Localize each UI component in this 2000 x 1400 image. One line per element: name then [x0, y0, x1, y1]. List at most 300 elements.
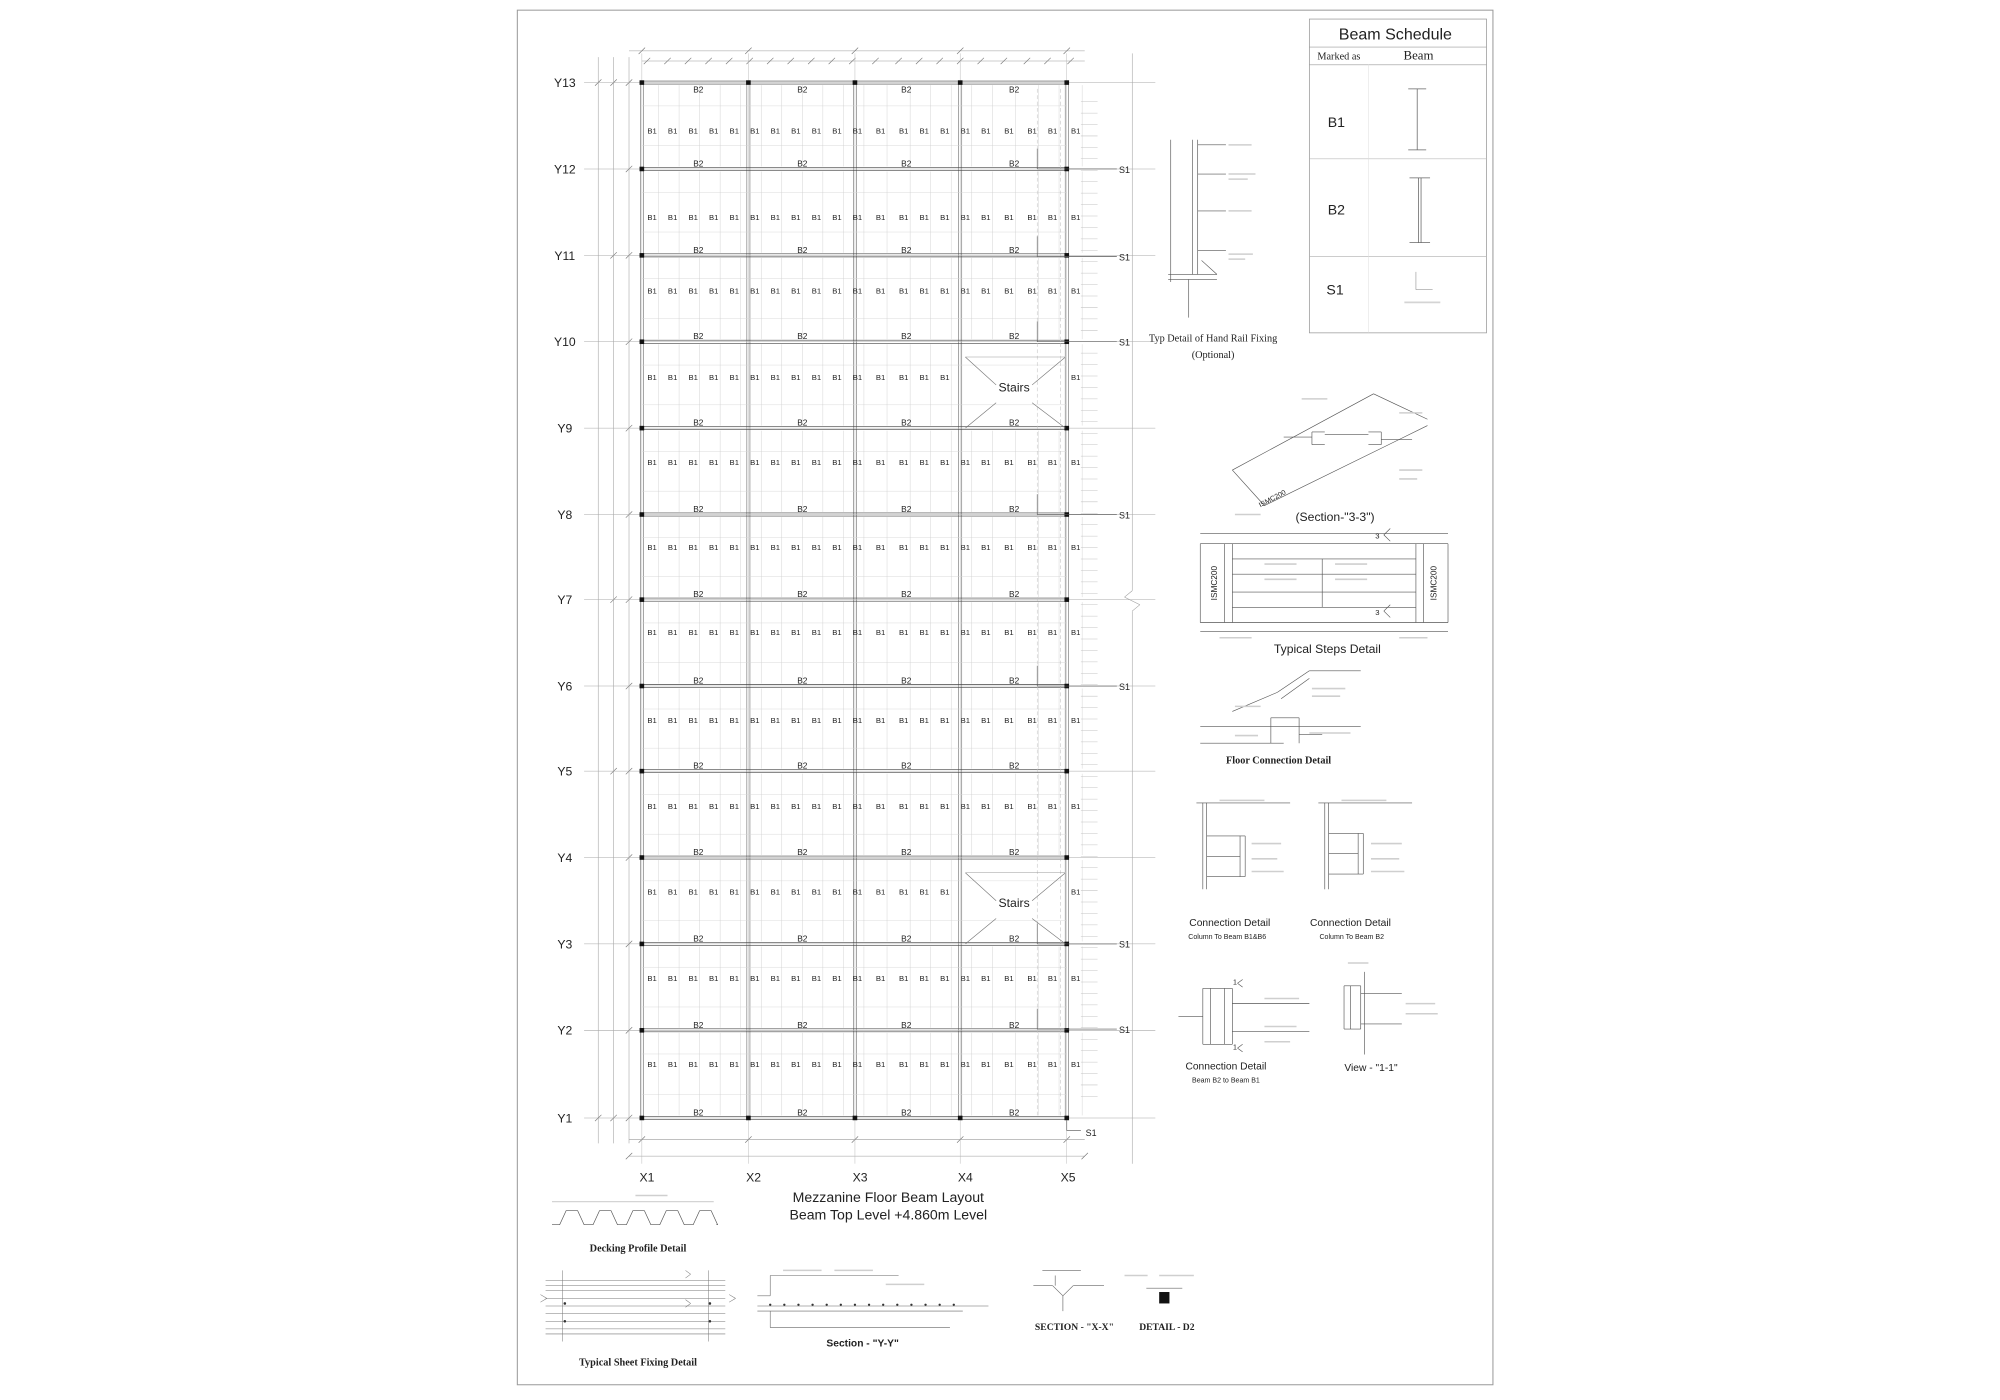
beam-label-b1: B1 — [981, 126, 991, 136]
beam-label-b1: B1 — [729, 458, 739, 467]
axis-label-y10: Y10 — [553, 335, 576, 350]
beam-label-b1: B1 — [960, 715, 971, 725]
beam-label-b1: B1 — [811, 973, 822, 983]
beam-label-b1: B1 — [667, 802, 678, 812]
beam-label-b2: B2 — [797, 417, 808, 428]
beam-label-b1: B1 — [1004, 543, 1014, 553]
beam-label-b1: B1 — [770, 887, 781, 897]
beam-label-b1: B1 — [1004, 715, 1014, 725]
steps-left-channel-label: ISMC200 — [1208, 565, 1219, 601]
section-x-x-detail-line — [1063, 1286, 1073, 1296]
beam-label-b1: B1 — [1047, 126, 1058, 136]
section-marker-top: 3 — [1375, 531, 1380, 541]
schedule-title: Beam Schedule — [1338, 26, 1452, 44]
schedule-header-marked-as: Marked as — [1317, 51, 1361, 63]
beam-label-b1: B1 — [750, 887, 760, 897]
stairs-outline — [965, 919, 996, 944]
hand-rail-fixing-detail-line — [1202, 260, 1217, 274]
connection-b2-b1-detail-line — [1237, 1044, 1242, 1048]
sheet-fixing-screw — [709, 1302, 712, 1305]
section-y-y-fastener — [924, 1304, 926, 1306]
decking-profile-line — [552, 1211, 718, 1225]
section-y-y-fastener — [896, 1304, 898, 1306]
beam-label-b1: B1 — [832, 802, 842, 812]
sheet-fixing-detail-line — [685, 1300, 690, 1304]
beam-label-b1: B1 — [750, 973, 760, 983]
beam-label-b2: B2 — [693, 84, 704, 95]
decking-profile-detail — [552, 1195, 718, 1224]
beam-label-b1: B1 — [832, 212, 842, 222]
beam-label-b2: B2 — [1009, 331, 1020, 342]
beam-label-b1: B1 — [1071, 212, 1081, 222]
beam-label-b1: B1 — [875, 628, 886, 638]
beam-label-b1: B1 — [667, 286, 678, 296]
column-marker — [640, 167, 645, 172]
beam-label-b1: B1 — [667, 628, 678, 638]
typical-steps-detail-line — [1384, 605, 1390, 611]
beam-label-b1: B1 — [709, 715, 719, 725]
beam-label-b2: B2 — [693, 504, 704, 514]
beam-label-b1: B1 — [852, 543, 863, 553]
axis-label-y13: Y13 — [553, 76, 576, 91]
beam-label-b1: B1 — [981, 458, 991, 467]
beam-label-b1: B1 — [1027, 126, 1037, 136]
beam-label-b2: B2 — [693, 589, 704, 600]
beam-label-b1: B1 — [750, 543, 760, 553]
section-y-y-fastener — [868, 1304, 870, 1306]
beam-label-b1: B1 — [688, 286, 698, 296]
beam-label-b2: B2 — [1009, 1107, 1020, 1118]
beam-label-b2: B2 — [901, 504, 912, 514]
section-y-y-detail — [757, 1275, 988, 1327]
beam-label-b1: B1 — [899, 1060, 909, 1070]
column-marker — [958, 1116, 963, 1121]
beam-label-b2: B2 — [797, 244, 808, 255]
beam-label-b2: B2 — [1009, 933, 1020, 944]
beam-label-b1: B1 — [1027, 543, 1037, 553]
sheet-fixing-detail-line — [729, 1295, 735, 1299]
beam-label-b1: B1 — [647, 887, 657, 897]
section-3-3-detail-line — [1232, 394, 1373, 470]
beam-label-b1: B1 — [770, 715, 781, 725]
beam-label-b1: B1 — [1071, 715, 1081, 725]
beam-label-b1: B1 — [919, 212, 929, 222]
beam-label-b1: B1 — [919, 458, 929, 467]
beam-label-b2: B2 — [693, 158, 704, 169]
detail-d2-caption: DETAIL - D2 — [1139, 1322, 1195, 1334]
beam-label-b1: B1 — [981, 286, 991, 296]
beam-label-b1: B1 — [729, 126, 739, 136]
beam-label-b2: B2 — [797, 331, 808, 342]
beam-label-b1: B1 — [940, 1060, 950, 1070]
column-marker — [1064, 597, 1069, 602]
beam-label-b1: B1 — [667, 887, 678, 897]
beam-label-b2: B2 — [797, 847, 808, 857]
beam-schedule-table — [1309, 19, 1486, 333]
beam-label-b1: B1 — [770, 372, 781, 382]
beam-label-b1: B1 — [750, 372, 760, 382]
steps-right-channel-label: ISMC200 — [1428, 565, 1439, 601]
beam-label-b1: B1 — [940, 715, 950, 725]
beam-label-b2: B2 — [901, 417, 912, 428]
axis-label-y3: Y3 — [557, 937, 573, 952]
beam-label-b1: B1 — [960, 802, 971, 812]
beam-label-b1: B1 — [791, 802, 801, 812]
beam-label-b1: B1 — [919, 715, 929, 725]
beam-label-b1: B1 — [688, 212, 698, 222]
beam-label-b1: B1 — [750, 628, 760, 638]
section-3-3-channel-label: ISMC200 — [1258, 489, 1288, 510]
beam-label-b1: B1 — [852, 802, 863, 812]
floor-connection-caption: Floor Connection Detail — [1225, 755, 1332, 767]
beam-label-b1: B1 — [750, 458, 760, 467]
connection-col-b1-title: Connection Detail — [1189, 918, 1271, 930]
angle-section-s1-icon — [1404, 272, 1440, 302]
right-boundary-break — [1132, 605, 1140, 611]
beam-label-b1: B1 — [709, 458, 719, 467]
beam-label-b1: B1 — [791, 715, 801, 725]
beam-label-b1: B1 — [709, 372, 719, 382]
beam-label-b1: B1 — [852, 1060, 863, 1070]
stairs-outline — [965, 873, 996, 901]
axis-label-y7: Y7 — [557, 593, 573, 608]
beam-label-b2: B2 — [1009, 244, 1020, 255]
beam-label-b1: B1 — [811, 372, 822, 382]
beam-label-b1: B1 — [709, 286, 719, 296]
beam-label-b1: B1 — [729, 212, 739, 222]
beam-label-b1: B1 — [981, 973, 991, 983]
beam-label-b2: B2 — [1009, 760, 1020, 771]
beam-label-b1: B1 — [960, 126, 971, 136]
axis-label-y4: Y4 — [557, 851, 573, 865]
beam-label-s1: S1 — [1119, 337, 1131, 348]
beam-label-b1: B1 — [709, 126, 719, 136]
beam-label-b1: B1 — [940, 887, 950, 897]
beam-label-b2: B2 — [693, 933, 704, 944]
column-marker — [1064, 80, 1069, 85]
beam-label-b1: B1 — [919, 543, 929, 553]
beam-label-b1: B1 — [875, 802, 886, 812]
connection-b2-b1-detail-line — [1237, 983, 1242, 987]
section-y-y-fastener — [910, 1304, 912, 1306]
beam-label-b1: B1 — [1004, 458, 1014, 467]
beam-label-b2: B2 — [1009, 504, 1020, 514]
beam-label-b1: B1 — [647, 372, 657, 382]
beam-label-b1: B1 — [875, 458, 886, 467]
beam-label-b2: B2 — [901, 1019, 912, 1030]
beam-label-b1: B1 — [811, 1060, 822, 1070]
beam-label-b1: B1 — [852, 372, 863, 382]
beam-label-b2: B2 — [797, 675, 808, 686]
beam-label-b1: B1 — [1027, 973, 1037, 983]
beam-label-b1: B1 — [729, 286, 739, 296]
column-marker — [640, 426, 645, 431]
beam-label-b1: B1 — [899, 628, 909, 638]
beam-label-b1: B1 — [1071, 286, 1081, 296]
beam-label-b1: B1 — [688, 372, 698, 382]
connection-column-annotation — [1220, 800, 1405, 871]
beam-label-b1: B1 — [1027, 286, 1037, 296]
beam-label-b1: B1 — [832, 286, 842, 296]
column-marker — [640, 253, 645, 258]
sheet-fixing-detail-line — [540, 1295, 546, 1299]
beam-label-b1: B1 — [981, 628, 991, 638]
beam-label-b1: B1 — [919, 1060, 929, 1070]
beam-label-b1: B1 — [875, 973, 886, 983]
section-y-y-caption: Section - "Y-Y" — [826, 1338, 899, 1350]
beam-label-b1: B1 — [832, 126, 842, 136]
sheet-fixing-detail-line — [540, 1298, 546, 1302]
beam-label-b1: B1 — [770, 126, 781, 136]
right-boundary-break — [1125, 597, 1140, 605]
beam-label-b1: B1 — [1071, 372, 1081, 382]
beam-label-b2: B2 — [693, 847, 704, 857]
stairs-label: Stairs — [998, 896, 1030, 911]
beam-label-b1: B1 — [667, 212, 678, 222]
beam-label-b1: B1 — [688, 458, 698, 467]
beam-label-b1: B1 — [647, 1060, 657, 1070]
beam-label-b1: B1 — [875, 1060, 886, 1070]
beam-label-b1: B1 — [750, 212, 760, 222]
beam-label-b1: B1 — [960, 458, 971, 467]
beam-label-b1: B1 — [1071, 802, 1081, 812]
beam-label-b1: B1 — [875, 372, 886, 382]
beam-label-b1: B1 — [832, 628, 842, 638]
beam-label-b2: B2 — [693, 331, 704, 342]
beam-label-b1: B1 — [852, 973, 863, 983]
beam-label-b1: B1 — [791, 372, 801, 382]
beam-label-b1: B1 — [688, 126, 698, 136]
beam-label-b1: B1 — [875, 212, 886, 222]
sheet-fixing-detail-line — [685, 1303, 690, 1307]
connection-column-b2-detail — [1318, 803, 1412, 889]
beam-label-b1: B1 — [791, 543, 801, 553]
beam-label-b1: B1 — [919, 126, 929, 136]
beam-label-b1: B1 — [1027, 715, 1037, 725]
beam-label-b1: B1 — [832, 715, 842, 725]
connection-column-b1-detail — [1196, 803, 1290, 889]
beam-label-b1: B1 — [852, 887, 863, 897]
i-beam-b1-icon — [1408, 89, 1426, 150]
beam-label-b1: B1 — [791, 458, 801, 467]
beam-label-b1: B1 — [688, 543, 698, 553]
beam-label-b1: B1 — [919, 973, 929, 983]
beam-label-b1: B1 — [811, 543, 822, 553]
beam-label-b1: B1 — [667, 543, 678, 553]
axis-label-y8: Y8 — [557, 508, 573, 522]
beam-label-b1: B1 — [709, 628, 719, 638]
beam-label-b1: B1 — [688, 973, 698, 983]
section-y-y-fastener — [769, 1304, 771, 1306]
section-3-3-annotation — [1235, 399, 1422, 515]
connection-b2-b1-detail-line — [1237, 1048, 1242, 1052]
beam-label-s1: S1 — [1119, 252, 1131, 263]
beam-label-b1: B1 — [1004, 126, 1014, 136]
beam-label-b1: B1 — [811, 802, 822, 812]
beam-label-b1: B1 — [667, 458, 678, 467]
schedule-mark-s1: S1 — [1326, 281, 1344, 298]
beam-label-b1: B1 — [899, 802, 909, 812]
beam-label-b1: B1 — [1047, 715, 1058, 725]
sheet-fixing-detail-line — [685, 1270, 690, 1274]
beam-label-b1: B1 — [729, 715, 739, 725]
axis-label-y2: Y2 — [557, 1023, 573, 1038]
beam-label-b1: B1 — [875, 286, 886, 296]
mezzanine-floor-beam-plan — [554, 48, 1155, 1185]
typical-steps-detail-line — [1384, 535, 1390, 541]
axis-label-y12: Y12 — [553, 162, 576, 177]
beam-label-b1: B1 — [791, 126, 801, 136]
beam-label-b1: B1 — [899, 458, 909, 467]
hand-rail-annotation — [1228, 145, 1255, 259]
beam-label-b1: B1 — [1004, 212, 1014, 222]
section-3-3-detail-line — [1264, 426, 1427, 506]
column-marker — [640, 1116, 645, 1121]
beam-label-b1: B1 — [688, 1060, 698, 1070]
beam-label-b1: B1 — [875, 543, 886, 553]
column-marker — [746, 1116, 751, 1121]
beam-label-b1: B1 — [899, 372, 909, 382]
view-1-1-detail — [1344, 972, 1402, 1055]
beam-label-b1: B1 — [791, 286, 801, 296]
beam-label-b2: B2 — [693, 760, 704, 771]
beam-label-b1: B1 — [1004, 1060, 1014, 1070]
beam-label-b2: B2 — [693, 675, 704, 686]
beam-label-s1: S1 — [1085, 1127, 1097, 1138]
beam-label-b1: B1 — [981, 802, 991, 812]
view-marker-bottom: 1 — [1232, 1044, 1237, 1052]
beam-label-b1: B1 — [981, 212, 991, 222]
beam-label-b1: B1 — [852, 126, 863, 136]
beam-label-b1: B1 — [688, 628, 698, 638]
beam-label-b1: B1 — [1004, 973, 1014, 983]
column-marker — [640, 855, 645, 860]
beam-label-b2: B2 — [1009, 1019, 1020, 1030]
column-marker — [640, 684, 645, 689]
beam-label-b1: B1 — [1004, 628, 1014, 638]
beam-label-b1: B1 — [960, 286, 971, 296]
beam-label-b2: B2 — [797, 158, 808, 169]
beam-label-b2: B2 — [1009, 847, 1020, 857]
beam-label-b2: B2 — [901, 331, 912, 342]
axis-label-x3: X3 — [852, 1170, 868, 1185]
beam-label-b1: B1 — [832, 1060, 842, 1070]
section-3-3-caption: (Section-"3-3") — [1295, 509, 1375, 524]
beam-label-b1: B1 — [832, 887, 842, 897]
beam-label-b1: B1 — [709, 543, 719, 553]
beam-label-b1: B1 — [729, 372, 739, 382]
column-marker — [853, 80, 858, 85]
axis-label-x2: X2 — [746, 1170, 761, 1185]
column-marker — [640, 942, 645, 947]
section-y-y-fastener — [840, 1304, 842, 1306]
column-marker — [640, 1028, 645, 1033]
beam-label-b1: B1 — [919, 286, 929, 296]
beam-label-b1: B1 — [750, 126, 760, 136]
beam-label-b1: B1 — [940, 212, 950, 222]
beam-label-b1: B1 — [647, 543, 657, 553]
beam-label-b1: B1 — [729, 973, 739, 983]
beam-label-b1: B1 — [729, 802, 739, 812]
connection-col-b1-subtitle: Column To Beam B1&B6 — [1188, 933, 1267, 941]
section-3-3-detail-line — [1232, 470, 1264, 506]
sheet-fixing-caption: Typical Sheet Fixing Detail — [578, 1357, 698, 1369]
column-marker — [1064, 1028, 1069, 1033]
beam-label-b1: B1 — [729, 628, 739, 638]
beam-label-b1: B1 — [811, 887, 822, 897]
beam-label-b2: B2 — [797, 84, 808, 95]
beam-label-b2: B2 — [901, 589, 912, 600]
hand-rail-detail-note: (Optional) — [1191, 350, 1235, 362]
sheet-fixing-screw — [564, 1302, 567, 1305]
beam-label-b1: B1 — [811, 212, 822, 222]
section-y-y-fastener — [797, 1304, 799, 1306]
beam-label-b1: B1 — [832, 543, 842, 553]
beam-label-b1: B1 — [709, 887, 719, 897]
axis-label-x4: X4 — [957, 1170, 973, 1185]
axis-label-y6: Y6 — [557, 679, 573, 694]
beam-label-b1: B1 — [729, 1060, 739, 1070]
connection-b2-b1-subtitle: Beam B2 to Beam B1 — [1192, 1077, 1260, 1085]
beam-label-b2: B2 — [797, 760, 808, 771]
beam-label-b2: B2 — [901, 847, 912, 857]
beam-label-b2: B2 — [901, 84, 912, 95]
section-y-y-fastener — [882, 1304, 884, 1306]
beam-label-b1: B1 — [1047, 458, 1058, 467]
beam-label-b1: B1 — [811, 628, 822, 638]
column-marker — [853, 1116, 858, 1121]
beam-label-b1: B1 — [899, 126, 909, 136]
beam-label-b2: B2 — [693, 417, 704, 428]
beam-label-b2: B2 — [901, 675, 912, 686]
beam-label-b1: B1 — [667, 973, 678, 983]
column-marker — [640, 80, 645, 85]
beam-label-b1: B1 — [1071, 126, 1081, 136]
axis-label-y11: Y11 — [554, 248, 576, 263]
beam-label-b1: B1 — [875, 126, 886, 136]
beam-label-b1: B1 — [981, 715, 991, 725]
beam-label-b2: B2 — [1009, 589, 1020, 600]
hand-rail-fixing-detail — [1168, 140, 1226, 318]
beam-label-b1: B1 — [750, 286, 760, 296]
beam-label-b1: B1 — [729, 887, 739, 897]
beam-label-b1: B1 — [981, 1060, 991, 1070]
beam-label-b1: B1 — [688, 802, 698, 812]
schedule-header-beam: Beam — [1403, 48, 1434, 63]
beam-label-b2: B2 — [693, 244, 704, 255]
beam-label-b2: B2 — [901, 1107, 912, 1118]
beam-label-b1: B1 — [770, 1060, 781, 1070]
view-marker-top: 1 — [1232, 979, 1237, 987]
beam-label-b2: B2 — [901, 933, 912, 944]
view-1-1-annotation — [1348, 963, 1438, 1014]
section-y-y-fastener — [826, 1304, 828, 1306]
beam-label-b1: B1 — [1004, 802, 1014, 812]
beam-label-b2: B2 — [797, 933, 808, 944]
beam-label-s1: S1 — [1119, 164, 1131, 175]
beam-label-b2: B2 — [693, 1107, 704, 1118]
beam-label-b1: B1 — [1047, 286, 1058, 296]
beam-label-b1: B1 — [960, 1060, 971, 1070]
beam-label-b1: B1 — [770, 628, 781, 638]
beam-label-b1: B1 — [1071, 543, 1081, 553]
beam-label-b1: B1 — [940, 286, 950, 296]
beam-label-b2: B2 — [797, 1019, 808, 1030]
beam-label-b1: B1 — [960, 543, 971, 553]
i-beam-b2-icon — [1409, 178, 1430, 243]
beam-label-b1: B1 — [791, 973, 801, 983]
beam-label-b1: B1 — [899, 286, 909, 296]
